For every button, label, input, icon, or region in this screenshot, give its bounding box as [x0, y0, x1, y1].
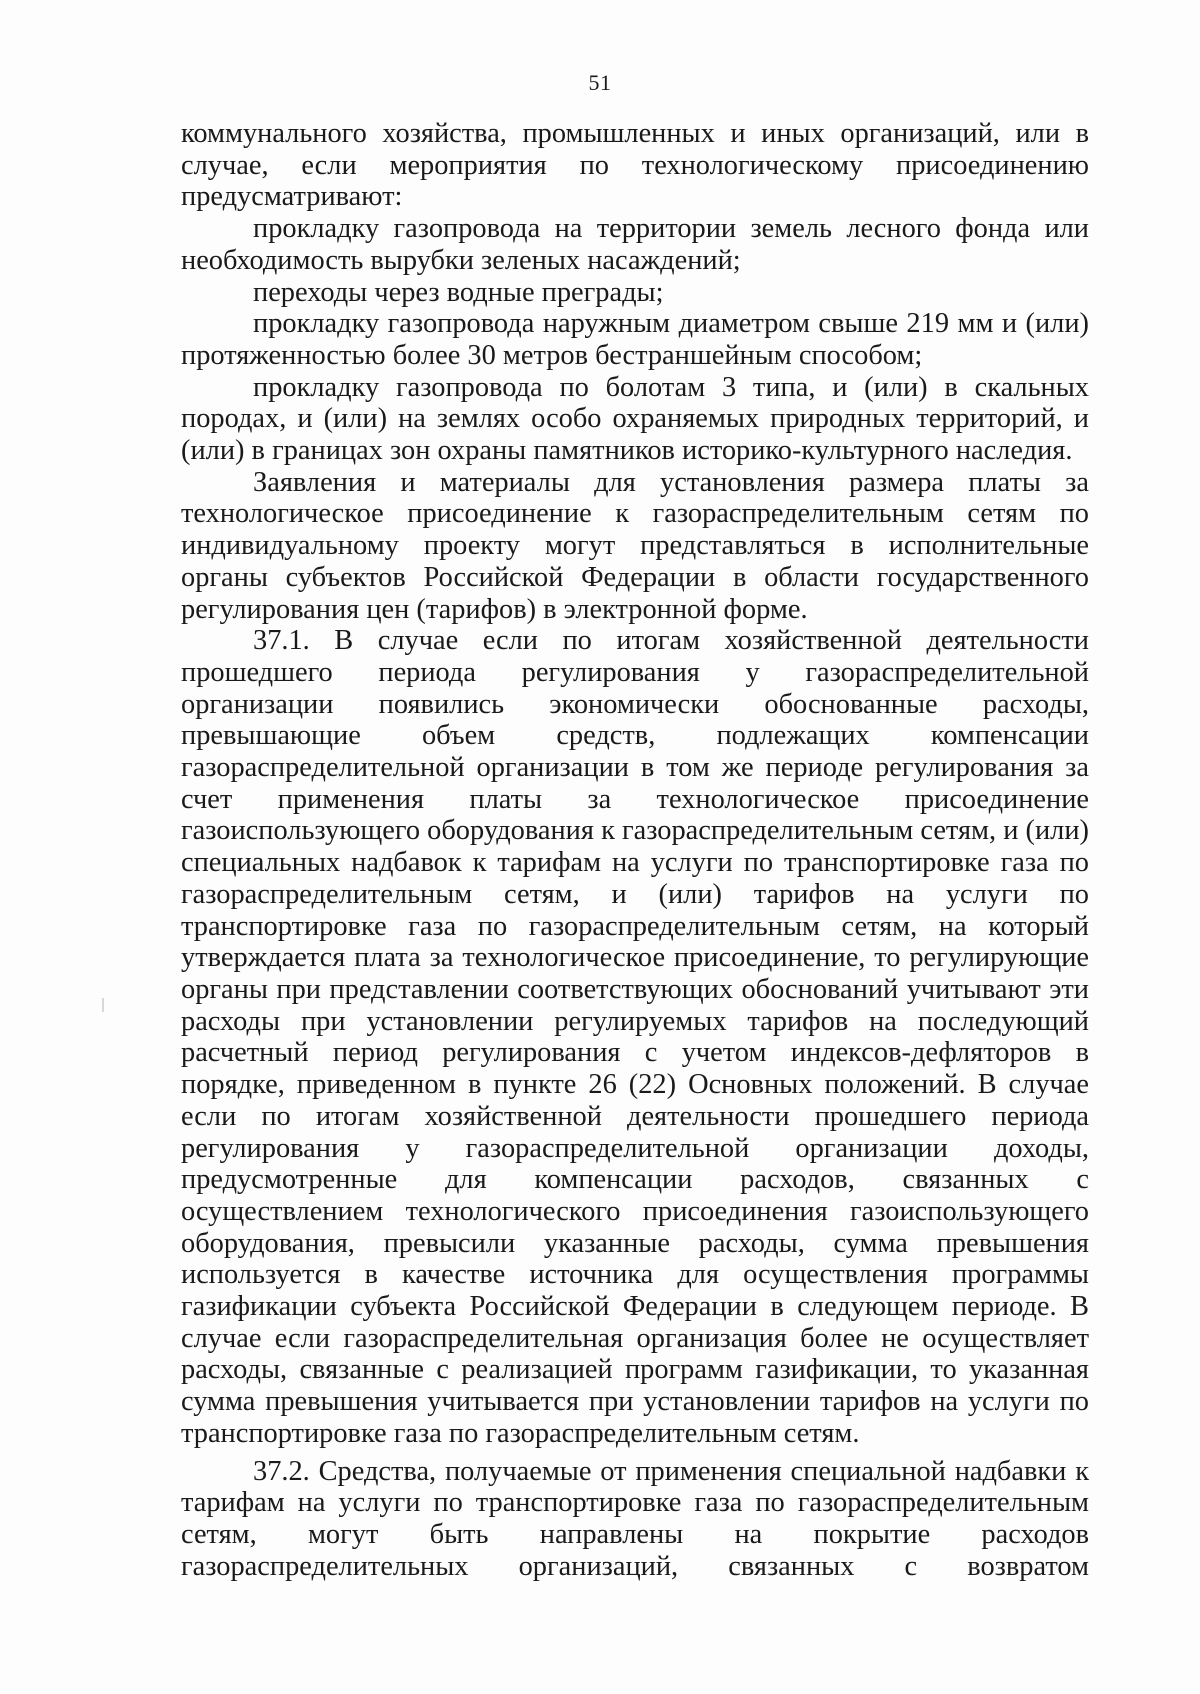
- paragraph-37-2: 37.2. Средства, получаемые от применения специальной надбавки к тарифам на услуги по транспортировке газа по газораспределительным сетям, могут быть направлены на покрытие расходов газораспределительных организаций, связанных с возвратом: [181, 1455, 1089, 1582]
- scan-artifact: [102, 998, 104, 1012]
- list-item-swamps-rocks: прокладку газопровода по болотам 3 типа, и (или) в скальных породах, и (или) на землях особо охраняемых природных территорий, и (или) в границах зон охраны памятников историко-культурного наследия.: [181, 371, 1089, 467]
- page-number: 51: [588, 70, 612, 95]
- paragraph-applications: Заявления и материалы для установления размера платы за технологическое присоединение к газораспределительным сетям по индивидуальному проекту могут представляться в исполнительные органы субъектов Российской Федерации в области государственного регулирования цен (тарифов) в электронной форме.: [181, 466, 1089, 625]
- list-item-forest-land: прокладку газопровода на территории земель лесного фонда или необходимость вырубки зеленых насаждений;: [181, 213, 1089, 276]
- document-body: [181, 118, 1089, 1582]
- paragraph-37-1: 37.1. В случае если по итогам хозяйственной деятельности прошедшего периода регулирования у газораспределительной организации появились экономически обоснованные расходы, превышающие объем средств, подлежащих компенсации газораспределительной организации в том же периоде регулирования за счет применения платы за технологическое присоединение газоиспользующего оборудования к газораспределительным сетям, и (или) специальных надбавок к тарифам на услуги по транспортировке газа по газораспределительным сетям, и (или) тарифов на услуги по транспортировке газа по газораспределительным сетям, на который утверждается плата за технологическое присоединение, то регулирующие органы при представлении соответствующих обоснований учитывают эти расходы при установлении регулируемых тарифов на последующий расчетный период регулирования с учетом индексов-дефляторов в порядке, приведенном в пункте 26 (22) Основных положений. В случае если по итогам хозяйственной деятельности прошедшего периода регулирования у газораспределительной организации доходы, предусмотренные для компенсации расходов, связанных с осуществлением технологического присоединения газоиспользующего оборудования, превысили указанные расходы, сумма превышения используется в качестве источника для осуществления программы газификации субъекта Российской Федерации в следующем периоде. В случае если газораспределительная организация более не осуществляет расходы, связанные с реализацией программ газификации, то указанная сумма превышения учитывается при установлении тарифов на услуги по транспортировке газа по газораспределительным сетям.: [181, 625, 1089, 1449]
- paragraph-continuation: коммунального хозяйства, промышленных и иных организаций, или в случае, если мероприятия по технологическому присоединению предусматривают:: [181, 118, 1089, 213]
- list-item-water-crossings: переходы через водные преграды;: [253, 276, 664, 308]
- list-item-trenchless: прокладку газопровода наружным диаметром свыше 219 мм и (или) протяженностью более 30 метров бестраншейным способом;: [181, 308, 1089, 371]
